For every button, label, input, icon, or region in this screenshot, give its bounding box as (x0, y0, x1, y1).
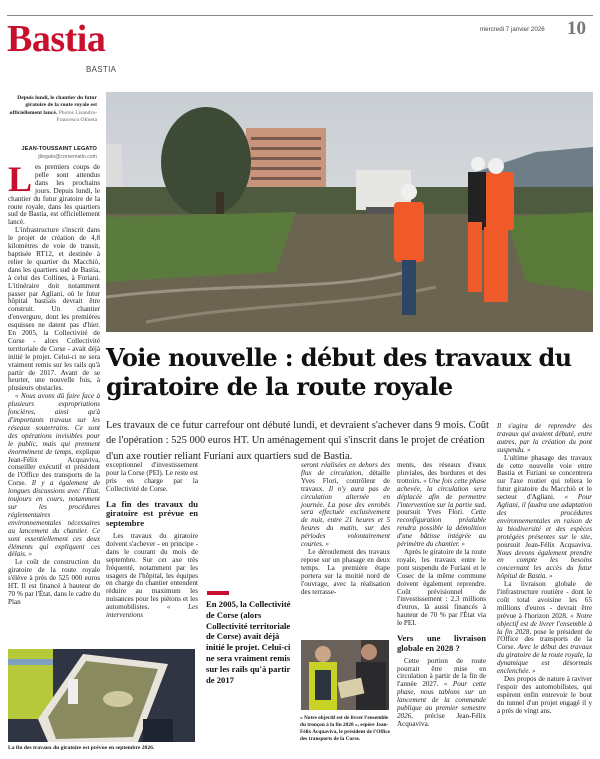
paragraph: L'infrastructure s'inscrit dans le projet de création de 4,8 kilomètres de voie de transit, baptisée RT12, et destinée à relier le quartier du Macchiò, dans les quartiers sud de Bastia, à celui des Collines, à Furiani. L'itinéraire doit notamment passer par Agliani, où le futur hôpital bastiais devrait être construit. Un chantier d'envergure, dont les premières esquisses ne datent pas d'hier. En 2005, la Collectivité de Corse - alors Collectivité territoriale de Corse - avait déjà initié le projet. Celui-ci ne sera vraiment remis sur les rails qu'à partir de 2017. Avant de se heurter, une nouvelle fois, à plusieurs obstacles. (8, 226, 100, 393)
paragraph: exceptionnel d'investissement pour la Corse (PEI). Le reste est pris en charge par la Collectivité de Corse. (106, 461, 198, 493)
quote-paragraph: « Nous avons dû faire face à plusieurs expropriations foncières, ainsi qu'à d'importants travaux sur les réseaux souterrains. Ce sont des opérations invisibles pour le public, mais qui prennent énormément de temps, explique Jean-Félix Acquaviva, conseiller exécutif et président de l'Office des transports de la Corse. Il y a également de longues discussions avec l'État, toujours en cours, notamment sur les procédures réglementaires environnementales nécessaires au lancement du chantier. Ce sont essentiellement ces deux éléments qui expliquent ces délais. » (8, 392, 100, 559)
paragraph: es premiers coups de pelle sont attendus dans les prochains jours. Depuis lundi, le chantier du futur giratoire de la route royale, dans les quartiers sud de Bastia, est officiellement lancé. (8, 163, 100, 227)
plan-image (8, 649, 195, 742)
paragraph: Après le giratoire de la route royale, les travaux entre le pont suspendu de Furiani et le Cosec de la même commune doivent également reprendre. Coût prévisionnel de l'investissement : 2,3 millions d'euros, là aussi financés à hauteur de 70 % par l'État via le PEI. (397, 547, 486, 628)
photo-credit: Photos Lisandru-Francescu Olmeta (56, 109, 97, 124)
pullquote-accent-bar (207, 591, 229, 595)
article-column-5 (497, 423, 592, 716)
masthead-rule (7, 15, 593, 16)
byline-email[interactable]: jtlegato@corsematin.com (38, 154, 97, 160)
people-photo-caption: « Notre objectif est de livrer l'ensemble du tronçon à la fin 2028 », espère Jean-Félix Acquaviva, le président de l'Office des transports de la Corse. (300, 715, 391, 742)
article-column-1 (8, 159, 100, 607)
issue-date: mercredi 7 janvier 2026 (480, 26, 545, 33)
paragraph: Le coût de construction du giratoire de la route royale s'élève à près de 525 000 euros HT. Il est financé à hauteur de 70 % par l'État, dans le cadre du Plan (8, 558, 100, 606)
paragraph: La livraison globale de l'infrastructure routière - dont le coût total avoisine les 65 millions d'euros - devrait être prévue à l'horizon 2028. « Notre objectif est de livrer l'ensemble à la fin 2028, pose le président de l'Office des transports de la Corse. Avec le début des travaux du giratoire de la route royale, la dynamique est désormais enclenchée. » (497, 580, 593, 676)
plan-photo-caption: La fin des travaux du giratoire est prévue en septembre 2026. (8, 745, 155, 751)
subheading: Vers une livraison globale en 2028 ? (397, 633, 486, 653)
article-lead: Les travaux de ce futur carrefour ont débuté lundi, et devraient s'achever dans 9 mois. Coût de l'opération : 525 000 euros HT. Un aménagement qui s'inscrit dans le projet de création d'un axe routier reliant Furiani aux quartiers sud de Bastia. (106, 420, 489, 462)
section-label: BASTIA (86, 65, 117, 74)
paragraph: Des propos de nature à raviver l'espoir des automobilistes, qui espèrent enfin entrevoir le bout du tunnel d'un projet engagé il y a près de vingt ans. (497, 675, 592, 715)
pullquote: En 2005, la Collectivité de Corse (alors Collectivité territoriale de Corse) avait déjà initié le projet. Celui-ci ne sera vraiment remis sur les rails qu'à partir de 2017 (206, 599, 291, 685)
paragraph: Les travaux du giratoire doivent s'achever - en principe - dans le courant du mois de septembre. Sur cet axe très fréquenté, notamment par les usagers de l'hôpital, les équipes en charge du chantier entendent réduire au maximum les nuisances pour les piétons et les automobilistes. « Les interventions (106, 532, 198, 620)
people-photo (301, 640, 389, 710)
plan-photo (8, 649, 195, 742)
article-headline: Voie nouvelle : début des travaux du giratoire de la route royale (106, 343, 572, 401)
article-column-2 (106, 462, 198, 620)
quote-paragraph: Il s'agira de reprendre des travaux qui avaient débuté, entre autres, par la création du pont suspendu. » (497, 422, 592, 454)
byline-author: JEAN-TOUSSAINT LEGATO (21, 146, 97, 152)
officials-image (301, 640, 389, 710)
quote-paragraph: seront réalisées en dehors des flux de circulation, détaille Yves Flori, contrôleur de travaux. Il n'y aura pas de circulation alternée en journée. La pose des enrobés sera effectuée exclusivement de nuit, entre 21 heures et 5 heures du matin, sur des périodes volontairement courtes. » (301, 461, 390, 549)
paragraph: Le déroulement des travaux repose sur un phasage en deux temps. La première étape portera sur la moitié nord de l'ouvrage, avec la réalisation des terrasse- (301, 547, 390, 596)
paragraph: ments, des réseaux d'eaux pluviales, des bordures et des trottoirs. « Une fois cette phase achevée, la circulation sera déplacée afin de permettre l'intervention sur la partie sud, poursuit Yves Flori. Cette reconfiguration préalable rendra possible la démolition d'une bâtisse intégrée au périmètre du chantier. » (397, 461, 486, 549)
main-photo-caption (8, 95, 97, 125)
main-photo (106, 92, 593, 332)
article-column-4 (397, 462, 486, 729)
construction-site-image (106, 92, 593, 332)
paragraph: L'ultime phasage des travaux de cette nouvelle voie entre Bastia et Furiani se concentrera sur l'axe routier qui reliera le futur giratoire du Macchiò et le secteur d'Agliani. « Pour Agliani, il faudra une adaptation des procédures environnementales en raison de la biodiversité et des espèces protégées présentes sur le site, poursuit Jean-Félix Acquaviva. Nous devons également prendre en compte les besoins concernant les accès du futur hôpital de Bastia. » (497, 453, 592, 581)
page-number: 10 (567, 18, 586, 39)
dropcap: L (8, 159, 33, 199)
paragraph: Cette portion de route pourrait être mise en circulation à partir de la fin de l'année 2027. « Pour cette phase, nous tablons sur un lancement de la commande publique au premier semestre 2026, précise Jean-Félix Acquaviva. (397, 656, 486, 728)
article-column-3 (301, 462, 390, 596)
brand-title: Bastia (7, 18, 106, 60)
main-photo-caption-text: Depuis lundi, le chantier du futur giratoire de la route royale est officiellement lancé. (9, 95, 97, 116)
subheading: La fin des travaux du giratoire est prévue en septembre (106, 498, 198, 529)
